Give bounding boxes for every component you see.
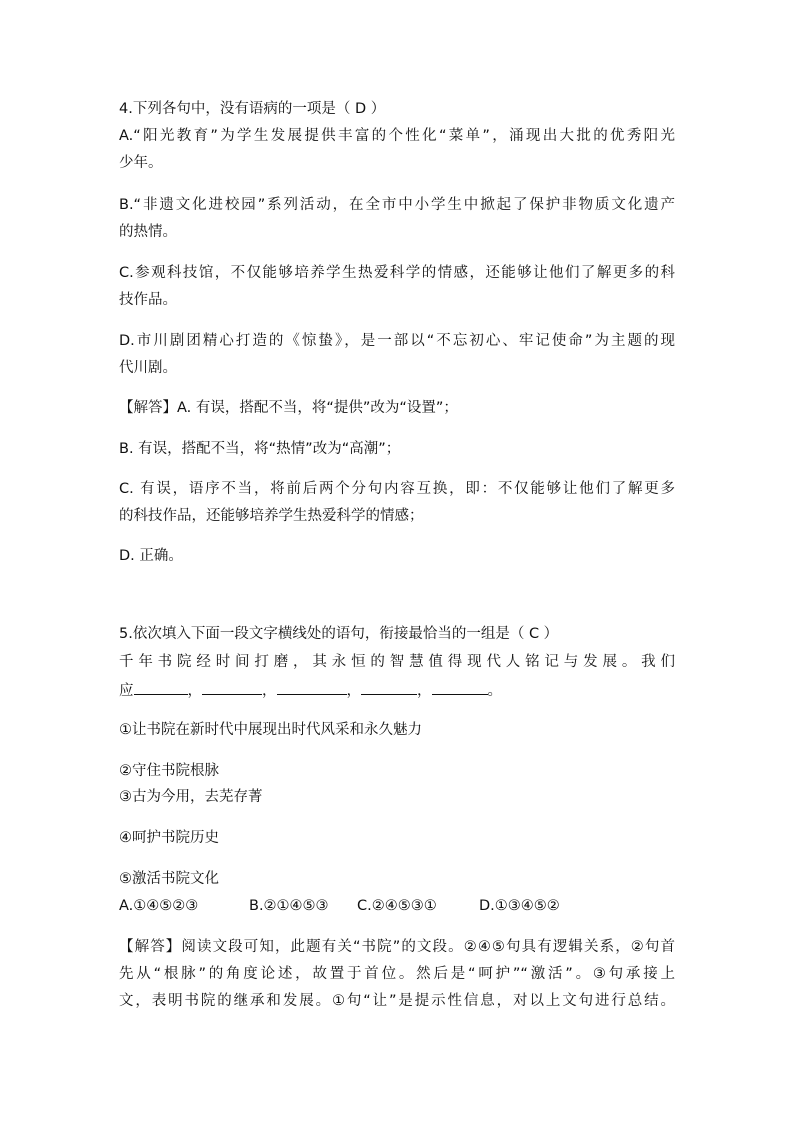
- q5-answer-line1: 【解答】阅读文段可知，此题有关“书院”的文段。②④⑤句具有逻辑关系，②句首: [119, 939, 675, 955]
- q5-item-3: ③古为今用，去芜存菁: [119, 789, 263, 805]
- q5-answer-line3: 文，表明书院的继承和发展。①句“让”是提示性信息，对以上文句进行总结。: [119, 993, 675, 1009]
- fill-blank-2: [202, 680, 262, 695]
- fill-blank-3: [277, 680, 347, 695]
- q5-answer-line2: 先从“根脉”的角度论述，故置于首位。然后是“呵护”“激活”。③句承接上: [119, 966, 675, 982]
- q5-stem: 5.依次填入下面一段文字横线处的语句，衔接最恰当的一组是（ C ）: [119, 626, 559, 642]
- q4-option-b-line2: 的热情。: [119, 224, 177, 240]
- q4-answer-a: 【解答】A. 有误，搭配不当，将“提供”改为“设置”；: [119, 400, 458, 416]
- q5-item-4: ④呵护书院历史: [119, 830, 219, 846]
- q4-option-d-line1: D.市川剧团精心打造的《惊蛰》，是一部以“不忘初心、牢记使命”为主题的现: [119, 333, 675, 349]
- q5-option-b: B.②①④⑤③: [249, 898, 329, 914]
- q5-paragraph-prefix: 应: [119, 683, 134, 699]
- fill-blank-4: [361, 680, 417, 695]
- q5-item-1: ①让书院在新时代中展现出时代风采和永久魅力: [119, 722, 422, 738]
- q4-option-c-line2: 技作品。: [119, 292, 177, 308]
- q5-option-a: A.①④⑤②③: [119, 898, 199, 914]
- q5-option-d: D.①③④⑤②: [479, 898, 560, 914]
- q5-option-c: C.②④⑤③①: [357, 898, 437, 914]
- q5-item-2: ②守住书院根脉: [119, 763, 219, 779]
- q4-option-a-line2: 少年。: [119, 155, 163, 171]
- q5-item-5: ⑤激活书院文化: [119, 871, 219, 887]
- q5-paragraph-line2: 应 ， ， ， ， 。: [119, 680, 502, 701]
- q4-stem: 4.下列各句中，没有语病的一项是（ D ）: [119, 101, 386, 117]
- q4-option-b-line1: B.“非遗文化进校园”系列活动，在全市中小学生中掀起了保护非物质文化遗产: [119, 197, 675, 213]
- q4-answer-d: D. 正确。: [119, 548, 183, 564]
- fill-blank-1: [134, 680, 188, 695]
- q4-answer-c-line2: 的科技作品，还能够培养学生热爱科学的情感；: [119, 508, 424, 524]
- q5-paragraph-line1: 千年书院经时间打磨，其永恒的智慧值得现代人铭记与发展。我们: [119, 654, 675, 670]
- q4-option-c-line1: C.参观科技馆，不仅能够培养学生热爱科学的情感，还能够让他们了解更多的科: [119, 265, 675, 281]
- fill-blank-5: [432, 680, 488, 695]
- q4-answer-c-line1: C. 有误，语序不当，将前后两个分句内容互换，即：不仅能够让他们了解更多: [119, 481, 675, 497]
- q4-answer-b: B. 有误，搭配不当，将“热情”改为“高潮”；: [119, 441, 401, 457]
- q4-option-d-line2: 代川剧。: [119, 360, 177, 376]
- q4-option-a-line1: A.“阳光教育”为学生发展提供丰富的个性化“菜单”，涌现出大批的优秀阳光: [119, 128, 675, 144]
